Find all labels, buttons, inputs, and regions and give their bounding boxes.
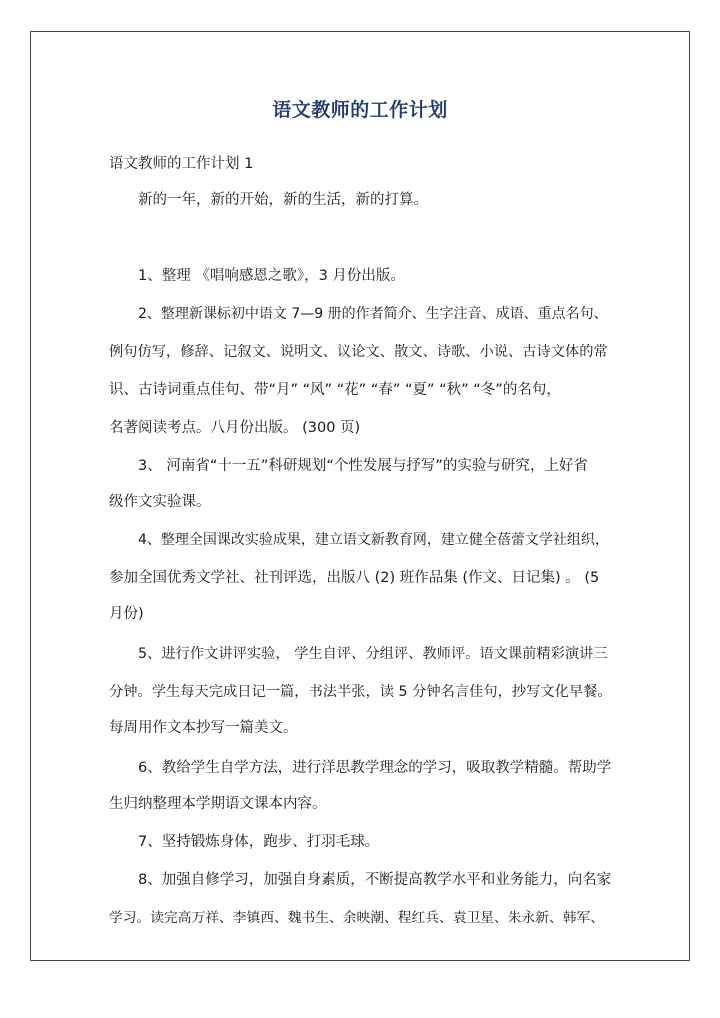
section-heading: 语文教师的工作计划 1 bbox=[109, 156, 254, 172]
list-item-6-line-1: 6、教给学生自学方法，进行洋思教学理念的学习，吸取教学精髓。帮助学 bbox=[138, 760, 612, 776]
list-item-8-line-1: 8、加强自修学习，加强自身素质，不断提高教学水平和业务能力，向名家 bbox=[138, 872, 612, 888]
list-item-7-line-1: 7、坚持锻炼身体，跑步、打羽毛球。 bbox=[138, 834, 380, 850]
list-item-3-line-1: 3、 河南省“十一五”科研规划“个性发展与抒写”的实验与研究，上好省 bbox=[138, 458, 588, 474]
list-item-5-line-3: 每周用作文本抄写一篇美文。 bbox=[109, 720, 298, 736]
list-item-4-line-1: 4、整理全国课改实验成果，建立语文新教育网，建立健全蓓蕾文学社组织， bbox=[138, 532, 609, 548]
list-item-8-line-2: 学习。读完高万祥、李镇西、魏书生、余映潮、程红兵、袁卫星、朱永新、韩军、 bbox=[109, 910, 605, 926]
list-item-2-line-3: 识、古诗词重点佳句、带“月” “风” “花” “春” “夏” “秋” “冬”的名句， bbox=[109, 382, 561, 398]
list-item-4-line-2: 参加全国优秀文学社、社刊评选，出版八 (2) 班作品集 (作文、日记集) 。 (5 bbox=[109, 570, 600, 586]
intro-paragraph: 新的一年，新的开始，新的生活，新的打算。 bbox=[138, 192, 428, 208]
list-item-6-line-2: 生归纳整理本学期语文课本内容。 bbox=[109, 796, 327, 812]
list-item-3-line-2: 级作文实验课。 bbox=[109, 494, 211, 510]
list-item-2-line-4: 名著阅读考点。八月份出版。 (300 页) bbox=[109, 420, 361, 436]
list-item-1-line-1: 1、整理 《唱响感恩之歌》，3 月份出版。 bbox=[138, 268, 405, 284]
document-title: 语文教师的工作计划 bbox=[272, 99, 448, 121]
list-item-4-line-3: 月份) bbox=[109, 606, 144, 622]
list-item-2-line-2: 例句仿写，修辞、记叙文、说明文、议论文、散文、诗歌、小说、古诗文体的常 bbox=[109, 344, 608, 360]
list-item-2-line-1: 2、整理新课标初中语文 7—9 册的作者简介、生字注音、成语、重点名句、 bbox=[138, 306, 608, 322]
list-item-5-line-1: 5、进行作文讲评实验， 学生自评、分组评、教师评。语文课前精彩演讲三 bbox=[138, 646, 608, 662]
list-item-5-line-2: 分钟。学生每天完成日记一篇，书法半张，读 5 分钟名言佳句，抄写文化早餐。 bbox=[109, 684, 612, 700]
